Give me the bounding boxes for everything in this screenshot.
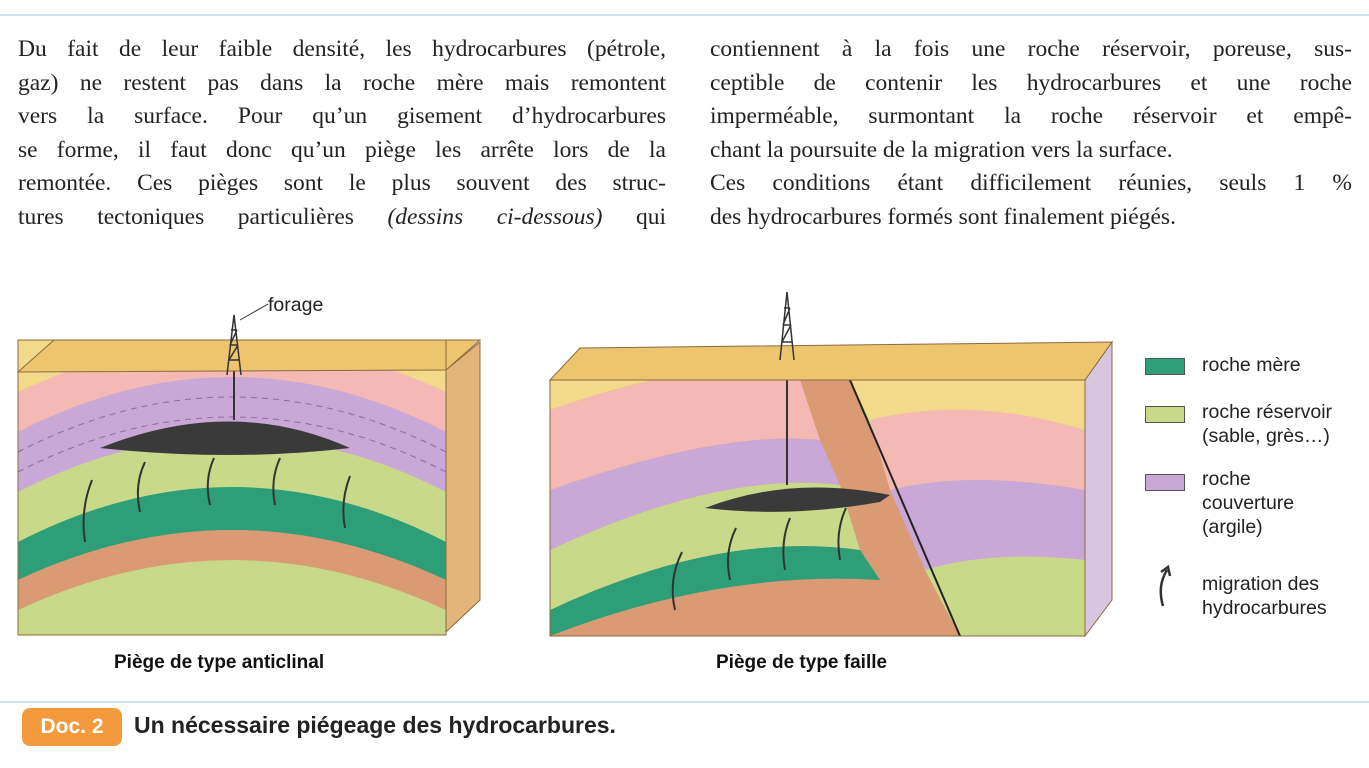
text-emphasis: (dessins ci-dessous) <box>387 203 603 230</box>
legend-label: couverture <box>1202 492 1295 514</box>
text-line: ceptible de contenir les hydrocarbures et une roche <box>710 69 1352 96</box>
doc-title: Un nécessaire piégeage des hydrocarbures. <box>134 712 616 738</box>
text-line: contiennent à la fois une roche réservoir, poreuse, sus- <box>710 36 1352 62</box>
caption-anticline: Piège de type anticlinal <box>114 652 325 673</box>
block-side-face <box>446 342 480 632</box>
text-line: vers la surface. Pour qu’un gisement d’hydrocarbures <box>18 103 666 129</box>
block-side-face <box>1085 342 1112 636</box>
text-line: Du fait de leur faible densité, les hydrocarbures (pétrole, <box>18 36 666 62</box>
text-line: des hydrocarbures formés sont finalement piégés. <box>710 203 1176 230</box>
block-top-surface <box>18 340 480 372</box>
text-fragment: qui <box>602 203 667 230</box>
legend-label: (sable, grès…) <box>1202 425 1330 447</box>
legend-label: (argile) <box>1202 516 1263 538</box>
text-line: gaz) ne restent pas dans la roche mère mais remontent <box>18 69 666 96</box>
swatch-reservoir <box>1145 406 1185 423</box>
text-line: remontée. Ces pièges sont le plus souvent des struc- <box>18 170 666 196</box>
swatch-roche-mere <box>1145 358 1185 375</box>
text-column-right <box>710 33 1352 234</box>
text-fragment: tures tectoniques particulières <box>18 203 388 230</box>
legend-label: hydrocarbures <box>1202 597 1327 619</box>
legend-label: roche mère <box>1202 354 1301 376</box>
text-line: se forme, il faut donc qu’un piège les arrête lors de la <box>18 136 666 163</box>
text-line: Ces conditions étant difficilement réunies, seuls 1 % <box>710 170 1352 196</box>
forage-label: forage <box>268 294 324 316</box>
block-top-surface <box>550 342 1112 380</box>
swatch-couverture <box>1145 474 1185 491</box>
text-line: chant la poursuite de la migration vers la surface. <box>710 136 1173 163</box>
legend-label: roche <box>1202 468 1251 490</box>
anticline-trap-diagram <box>0 280 500 650</box>
legend-label: migration des <box>1202 573 1320 595</box>
text-line: imperméable, surmontant la roche réservoir et empê- <box>710 103 1352 129</box>
doc-badge: Doc. 2 <box>22 708 122 746</box>
text-column-left <box>18 33 666 234</box>
bottom-divider <box>0 701 1369 703</box>
fault-trap-diagram <box>540 280 1130 650</box>
top-divider <box>0 14 1369 16</box>
caption-fault: Piège de type faille <box>716 652 888 673</box>
migration-arrow-icon <box>1153 564 1177 608</box>
legend-label: roche réservoir <box>1202 401 1333 423</box>
text-line-with-emphasis <box>18 201 666 235</box>
